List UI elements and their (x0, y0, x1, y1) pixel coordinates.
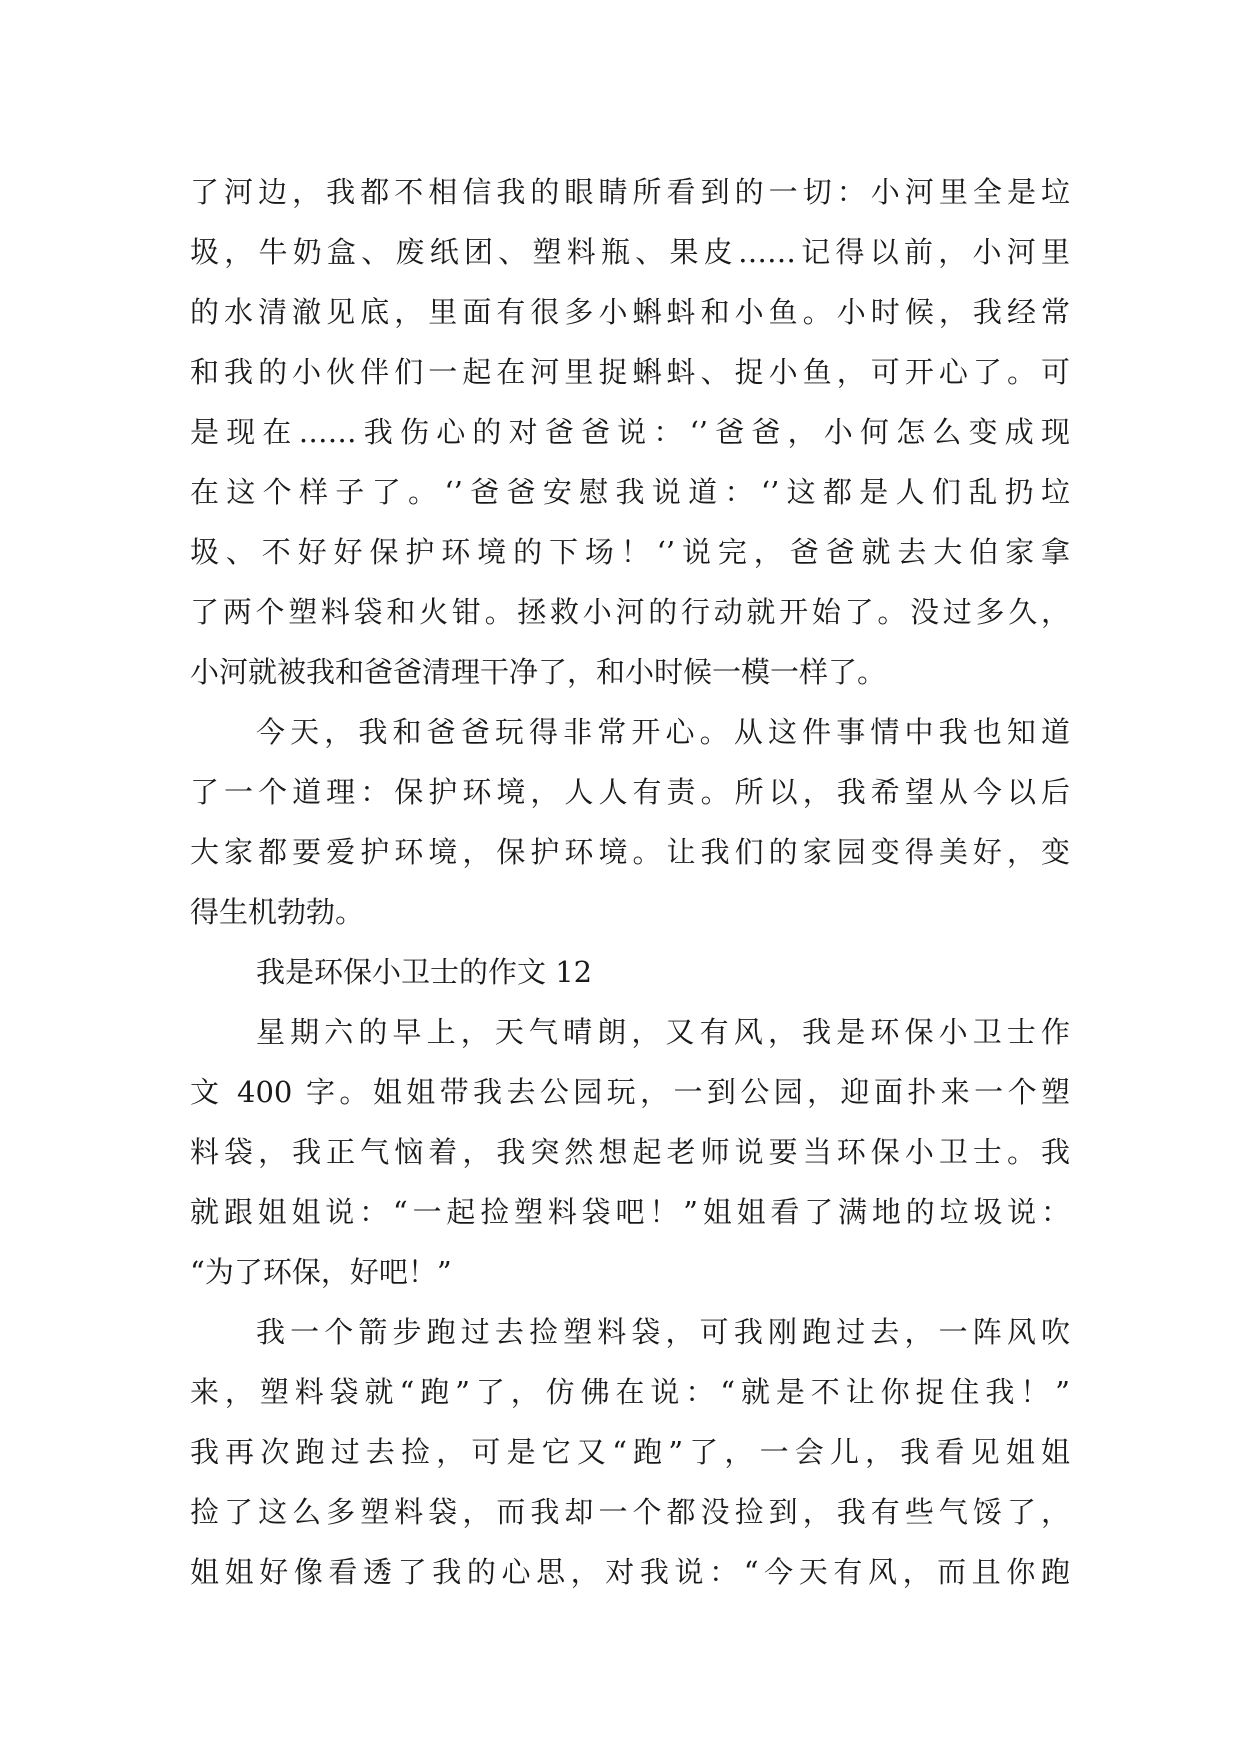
text-line: 得生机勃勃。 (190, 895, 365, 929)
document-body (190, 162, 1070, 1602)
text-line: 小河就被我和爸爸清理干净了，和小时候一模一样了。 (190, 655, 887, 689)
text-line: 了河边，我都不相信我的眼睛所看到的一切：小河里全是垃 (190, 175, 1070, 209)
text-line: 姐姐好像看透了我的心思，对我说：“今天有风，而且你跑 (190, 1555, 1070, 1589)
text-line: 的水清澈见底，里面有很多小蝌蚪和小鱼。小时候，我经常 (190, 295, 1070, 329)
text-line: 料袋，我正气恼着，我突然想起老师说要当环保小卫士。我 (190, 1135, 1070, 1169)
text-line: 和我的小伙伴们一起在河里捉蝌蚪、捉小鱼，可开心了。可 (190, 355, 1070, 389)
essay-title: 我是环保小卫士的作文 12 (256, 955, 593, 989)
text-line: 捡了这么多塑料袋，而我却一个都没捡到，我有些气馁了， (190, 1495, 1070, 1529)
text-line: 我再次跑过去捡，可是它又“跑”了，一会儿，我看见姐姐 (190, 1435, 1070, 1469)
paragraph-first-line: 星期六的早上，天气晴朗，又有风，我是环保小卫士作 (256, 1015, 1070, 1049)
text-line: 在这个样子了。‘’爸爸安慰我说道：‘’这都是人们乱扔垃 (190, 475, 1070, 509)
text-line: 来，塑料袋就“跑”了，仿佛在说：“就是不让你捉住我！” (190, 1375, 1070, 1409)
text-line: “为了环保，好吧！” (190, 1255, 452, 1289)
text-line: 就跟姐姐说：“一起捡塑料袋吧！”姐姐看了满地的垃圾说： (190, 1195, 1070, 1229)
text-line: 文 400 字。姐姐带我去公园玩，一到公园，迎面扑来一个塑 (190, 1075, 1070, 1109)
text-line: 是现在……我伤心的对爸爸说：‘’爸爸，小何怎么变成现 (190, 415, 1070, 449)
text-line: 圾、不好好保护环境的下场！‘’说完，爸爸就去大伯家拿 (190, 535, 1070, 569)
text-line: 大家都要爱护环境，保护环境。让我们的家园变得美好，变 (190, 835, 1070, 869)
text-line: 了两个塑料袋和火钳。拯救小河的行动就开始了。没过多久， (190, 595, 1070, 629)
paragraph-first-line: 今天，我和爸爸玩得非常开心。从这件事情中我也知道 (256, 715, 1070, 749)
paragraph-first-line: 我一个箭步跑过去捡塑料袋，可我刚跑过去，一阵风吹 (256, 1315, 1070, 1349)
text-line: 了一个道理：保护环境，人人有责。所以，我希望从今以后 (190, 775, 1070, 809)
text-line: 圾，牛奶盒、废纸团、塑料瓶、果皮……记得以前，小河里 (190, 235, 1070, 269)
